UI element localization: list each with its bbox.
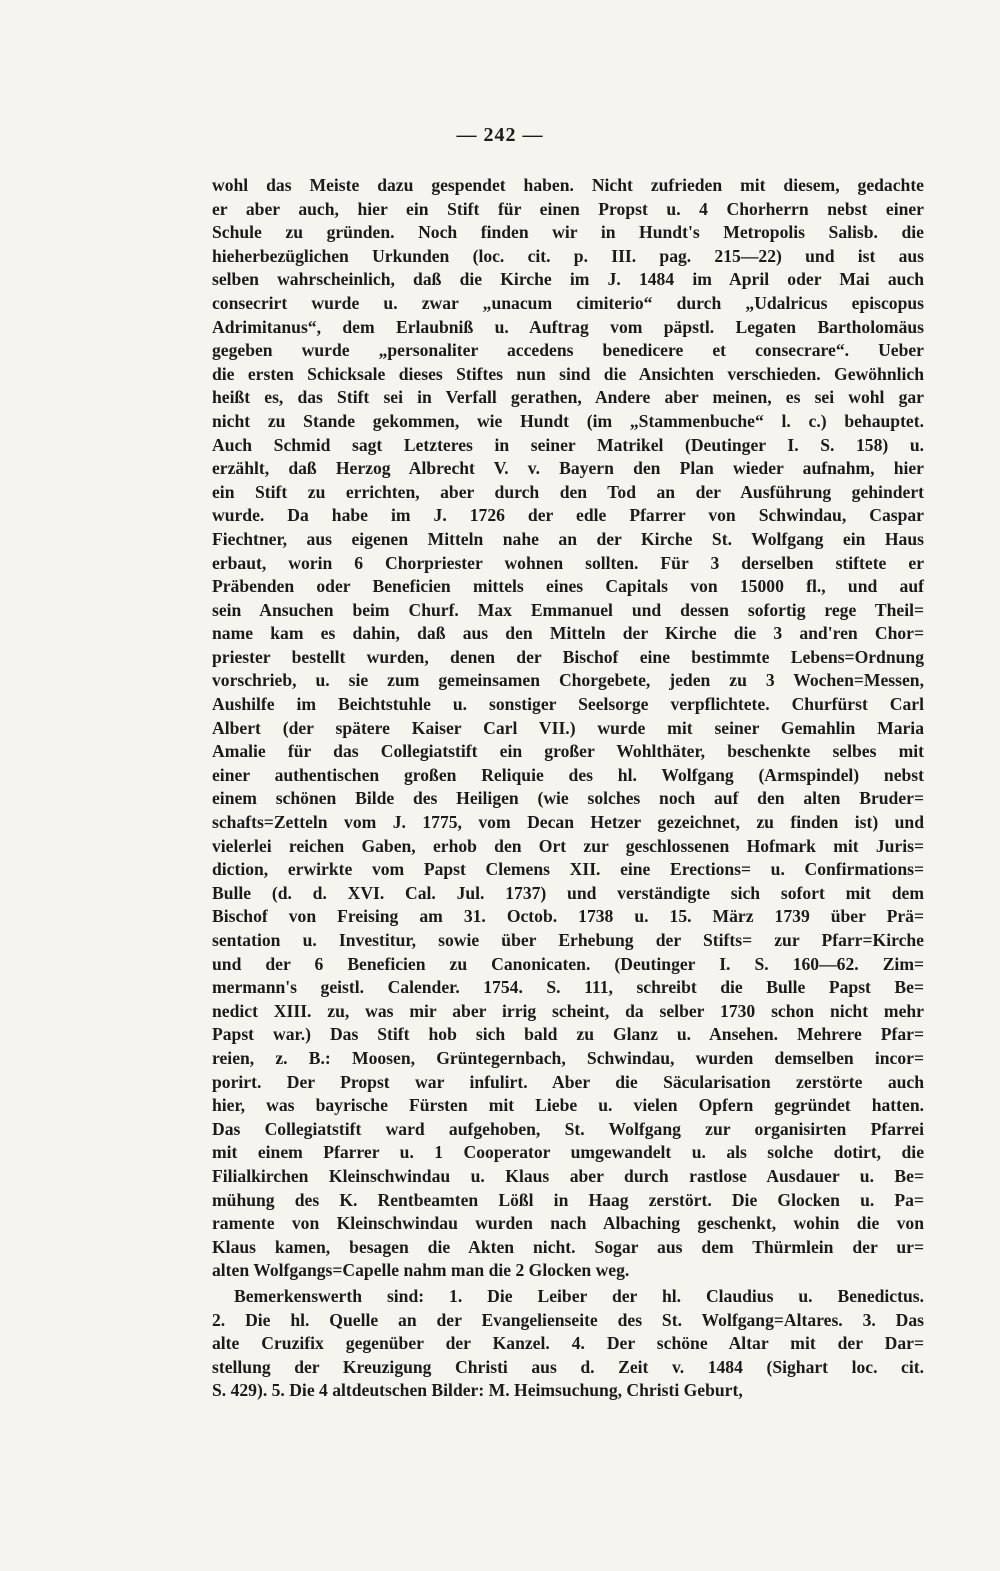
text-line: alten Wolfgangs=Capelle nahm man die 2 Glocken weg. — [212, 1260, 630, 1281]
paragraph — [212, 1285, 924, 1403]
text-line: Filialkirchen Kleinschwindau u. Klaus aber durch rastlose Ausdauer u. Be= — [212, 1165, 924, 1186]
text-line: diction, erwirkte vom Papst Clemens XII. eine Erections= u. Confirmations= — [212, 859, 924, 880]
text-line: vorschrieb, u. sie zum gemeinsamen Chorgebete, jeden zu 3 Wochen=Messen, — [212, 670, 924, 691]
text-line: schafts=Zetteln vom J. 1775, vom Decan Hetzer gezeichnet, zu finden ist) und — [212, 812, 924, 833]
body-text — [212, 174, 924, 1403]
text-line: name kam es dahin, daß aus den Mitteln der Kirche die 3 and'ren Chor= — [212, 623, 924, 644]
text-line: ein Stift zu errichten, aber durch den Tod an der Ausführung gehindert — [212, 481, 924, 502]
text-line: consecrirt wurde u. zwar „unacum cimiterio“ durch „Udalricus episcopus — [212, 292, 924, 313]
text-line: nicht zu Stande gekommen, wie Hundt (im „Stammenbuche“ l. c.) behauptet. — [212, 410, 924, 431]
text-line: mermann's geistl. Calender. 1754. S. 111, schreibt die Bulle Papst Be= — [212, 977, 924, 998]
text-line: porirt. Der Propst war infulirt. Aber die Säcularisation zerstörte auch — [212, 1071, 924, 1092]
text-line: erzählt, daß Herzog Albrecht V. v. Bayern den Plan wieder aufnahm, hier — [212, 458, 924, 479]
text-line: die ersten Schicksale dieses Stiftes nun sind die Ansichten verschieden. Gewöhnlich — [212, 363, 924, 384]
text-line: priester bestellt wurden, denen der Bischof eine bestimmte Lebens=Ordnung — [212, 646, 924, 667]
text-line: erbaut, worin 6 Chorpriester wohnen sollten. Für 3 derselben stiftete er — [212, 552, 924, 573]
text-line: stellung der Kreuzigung Christi aus d. Zeit v. 1484 (Sighart loc. cit. — [212, 1356, 924, 1377]
text-line: hieherbezüglichen Urkunden (loc. cit. p. III. pag. 215—22) und ist aus — [212, 245, 924, 266]
text-line: Klaus kamen, besagen die Akten nicht. Sogar aus dem Thürmlein der ur= — [212, 1236, 924, 1257]
text-line: Papst war.) Das Stift hob sich bald zu Glanz u. Ansehen. Mehrere Pfar= — [212, 1024, 924, 1045]
text-line: mit einem Pfarrer u. 1 Cooperator umgewandelt u. als solche dotirt, die — [212, 1142, 924, 1163]
text-line: Präbenden oder Beneficien mittels eines Capitals von 15000 fl., und auf — [212, 576, 924, 597]
text-line: Das Collegiatstift ward aufgehoben, St. Wolfgang zur organisirten Pfarrei — [212, 1118, 924, 1139]
text-line: Bischof von Freising am 31. Octob. 1738 u. 15. März 1739 über Prä= — [212, 906, 924, 927]
text-line: selben wahrscheinlich, daß die Kirche im J. 1484 im April oder Mai auch — [212, 269, 924, 290]
text-line: alte Cruzifix gegenüber der Kanzel. 4. Der schöne Altar mit der Dar= — [212, 1333, 924, 1354]
text-line: einer authentischen großen Reliquie des hl. Wolfgang (Armspindel) nebst — [212, 764, 924, 785]
text-line: hier, was bayrische Fürsten mit Liebe u. vielen Opfern gegründet hatten. — [212, 1095, 924, 1116]
text-line: Aushilfe im Beichtstuhle u. sonstiger Seelsorge verpflichtete. Churfürst Carl — [212, 694, 924, 715]
text-line: sein Ansuchen beim Churf. Max Emmanuel und dessen sofortig rege Theil= — [212, 599, 924, 620]
text-line: mühung des K. Rentbeamten Lößl in Haag zerstört. Die Glocken u. Pa= — [212, 1189, 924, 1210]
text-line: Schule zu gründen. Noch finden wir in Hundt's Metropolis Salisb. die — [212, 222, 924, 243]
text-line: gegeben wurde „personaliter accedens benedicere et consecrare“. Ueber — [212, 340, 924, 361]
text-line: nedict XIII. zu, was mir aber irrig scheint, da selber 1730 schon nicht mehr — [212, 1000, 924, 1021]
text-line: Auch Schmid sagt Letzteres in seiner Matrikel (Deutinger I. S. 158) u. — [212, 434, 924, 455]
text-line: Albert (der spätere Kaiser Carl VII.) wurde mit seiner Gemahlin Maria — [212, 717, 924, 738]
text-line: reien, z. B.: Moosen, Grüntegernbach, Schwindau, wurden demselben incor= — [212, 1047, 924, 1068]
text-line: wohl das Meiste dazu gespendet haben. Nicht zufrieden mit diesem, gedachte — [212, 175, 924, 195]
text-line: Fiechtner, aus eigenen Mitteln nahe an der Kirche St. Wolfgang ein Haus — [212, 528, 924, 549]
page-number: — 242 — — [456, 124, 544, 146]
text-line: ramente von Kleinschwindau wurden nach Albaching geschenkt, wohin die von — [212, 1213, 924, 1234]
text-line: S. 429). 5. Die 4 altdeutschen Bilder: M. Heimsuchung, Christi Geburt, — [212, 1380, 743, 1401]
text-line: Amalie für das Collegiatstift ein großer Wohlthäter, beschenkte selbes mit — [212, 741, 924, 762]
text-line: er aber auch, hier ein Stift für einen Propst u. 4 Chorherrn nebst einer — [212, 198, 924, 219]
paragraph — [212, 174, 924, 1283]
text-line: Bulle (d. d. XVI. Cal. Jul. 1737) und verständigte sich sofort mit dem — [212, 882, 924, 903]
text-line: Adrimitanus“, dem Erlaubniß u. Auftrag vom päpstl. Legaten Bartholomäus — [212, 316, 924, 337]
text-line: wurde. Da habe im J. 1726 der edle Pfarrer von Schwindau, Caspar — [212, 505, 924, 526]
text-line: 2. Die hl. Quelle an der Evangelienseite des St. Wolfgang=Altares. 3. Das — [212, 1309, 924, 1330]
text-line: einem schönen Bilde des Heiligen (wie solches noch auf den alten Bruder= — [212, 788, 924, 809]
text-line: vielerlei reichen Gaben, erhob den Ort zur geschlossenen Hofmark mit Juris= — [212, 835, 924, 856]
text-line: sentation u. Investitur, sowie über Erhebung der Stifts= zur Pfarr=Kirche — [212, 930, 924, 950]
text-line: Bemerkenswerth sind: 1. Die Leiber der hl. Claudius u. Benedictus. — [234, 1285, 924, 1306]
text-line: heißt es, das Stift sei in Verfall gerathen, Andere aber meinen, es sei wohl gar — [212, 387, 924, 408]
text-line: und der 6 Beneficien zu Canonicaten. (Deutinger I. S. 160—62. Zim= — [212, 953, 924, 974]
